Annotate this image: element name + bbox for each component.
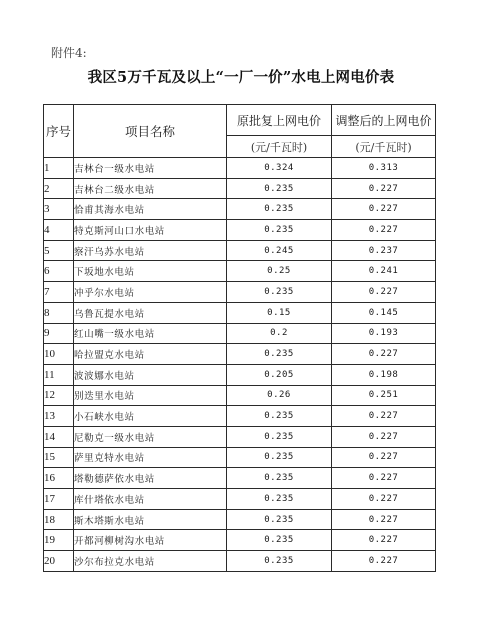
row-serial-number: 12: [44, 385, 74, 406]
row-serial-number: 18: [44, 509, 74, 530]
row-serial-number: 2: [44, 178, 74, 199]
table-row: [44, 385, 436, 406]
table-row: [44, 220, 436, 241]
row-original-price: 0.235: [227, 489, 332, 510]
row-adjusted-price: 0.193: [332, 323, 436, 344]
row-adjusted-price: 0.313: [332, 158, 436, 179]
row-project-name: 波波娜水电站: [74, 364, 227, 385]
table-body: [44, 158, 436, 572]
row-serial-number: 1: [44, 158, 74, 179]
row-project-name: 开都河柳树沟水电站: [74, 530, 227, 551]
row-adjusted-price: 0.227: [332, 199, 436, 220]
row-serial-number: 8: [44, 302, 74, 323]
table-row: [44, 509, 436, 530]
row-project-name: 哈拉盟克水电站: [74, 344, 227, 365]
row-project-name: 萨里克特水电站: [74, 447, 227, 468]
row-project-name: 沙尔布拉克水电站: [74, 551, 227, 572]
row-project-name: 冲乎尔水电站: [74, 282, 227, 303]
row-serial-number: 11: [44, 364, 74, 385]
attachment-label: 附件4:: [51, 46, 87, 60]
row-project-name: 吉林台一级水电站: [74, 158, 227, 179]
row-project-name: 别迭里水电站: [74, 385, 227, 406]
row-project-name: 库什塔依水电站: [74, 489, 227, 510]
row-serial-number: 6: [44, 261, 74, 282]
row-original-price: 0.15: [227, 302, 332, 323]
header-original-price: 原批复上网电价: [227, 105, 332, 136]
row-adjusted-price: 0.227: [332, 530, 436, 551]
header-serial-number: 序号: [44, 105, 74, 158]
header-project-name: 项目名称: [74, 105, 227, 158]
row-project-name: 小石峡水电站: [74, 406, 227, 427]
row-serial-number: 19: [44, 530, 74, 551]
table-row: [44, 199, 436, 220]
row-adjusted-price: 0.227: [332, 468, 436, 489]
table-row: [44, 302, 436, 323]
table-row: [44, 344, 436, 365]
row-original-price: 0.235: [227, 406, 332, 427]
row-original-price: 0.2: [227, 323, 332, 344]
row-original-price: 0.235: [227, 551, 332, 572]
header-original-unit: (元/千瓦时): [227, 136, 332, 158]
row-original-price: 0.235: [227, 509, 332, 530]
table-row: [44, 240, 436, 261]
row-original-price: 0.235: [227, 530, 332, 551]
row-serial-number: 9: [44, 323, 74, 344]
row-adjusted-price: 0.227: [332, 509, 436, 530]
row-adjusted-price: 0.227: [332, 551, 436, 572]
table-row: [44, 551, 436, 572]
row-original-price: 0.245: [227, 240, 332, 261]
table-row: [44, 261, 436, 282]
table-row: [44, 364, 436, 385]
row-adjusted-price: 0.237: [332, 240, 436, 261]
table-row: [44, 426, 436, 447]
row-serial-number: 3: [44, 199, 74, 220]
row-adjusted-price: 0.227: [332, 489, 436, 510]
row-project-name: 乌鲁瓦提水电站: [74, 302, 227, 323]
row-serial-number: 4: [44, 220, 74, 241]
row-serial-number: 10: [44, 344, 74, 365]
row-original-price: 0.235: [227, 426, 332, 447]
row-original-price: 0.26: [227, 385, 332, 406]
table-row: [44, 178, 436, 199]
table-row: [44, 447, 436, 468]
row-serial-number: 20: [44, 551, 74, 572]
row-original-price: 0.25: [227, 261, 332, 282]
row-project-name: 特克斯河山口水电站: [74, 220, 227, 241]
document-title: 我区5万千瓦及以上“一厂一价”水电上网电价表: [87, 69, 395, 86]
row-serial-number: 13: [44, 406, 74, 427]
row-project-name: 红山嘴一级水电站: [74, 323, 227, 344]
table-row: [44, 406, 436, 427]
row-original-price: 0.235: [227, 447, 332, 468]
row-original-price: 0.235: [227, 282, 332, 303]
row-project-name: 察汗乌苏水电站: [74, 240, 227, 261]
row-adjusted-price: 0.227: [332, 447, 436, 468]
row-original-price: 0.235: [227, 220, 332, 241]
row-adjusted-price: 0.145: [332, 302, 436, 323]
row-adjusted-price: 0.227: [332, 282, 436, 303]
row-adjusted-price: 0.227: [332, 426, 436, 447]
price-table: [43, 104, 436, 572]
row-serial-number: 5: [44, 240, 74, 261]
row-adjusted-price: 0.227: [332, 220, 436, 241]
row-serial-number: 15: [44, 447, 74, 468]
row-adjusted-price: 0.227: [332, 406, 436, 427]
row-project-name: 尼勒克一级水电站: [74, 426, 227, 447]
row-serial-number: 7: [44, 282, 74, 303]
row-adjusted-price: 0.227: [332, 178, 436, 199]
row-project-name: 塔勒德萨依水电站: [74, 468, 227, 489]
table-row: [44, 282, 436, 303]
row-project-name: 吉林台二级水电站: [74, 178, 227, 199]
header-adjusted-unit: (元/千瓦时): [332, 136, 436, 158]
row-adjusted-price: 0.251: [332, 385, 436, 406]
row-serial-number: 17: [44, 489, 74, 510]
table-row: [44, 158, 436, 179]
row-project-name: 恰甫其海水电站: [74, 199, 227, 220]
row-original-price: 0.324: [227, 158, 332, 179]
row-adjusted-price: 0.227: [332, 344, 436, 365]
table-row: [44, 323, 436, 344]
header-adjusted-price: 调整后的上网电价: [332, 105, 436, 136]
table-row: [44, 530, 436, 551]
row-project-name: 斯木塔斯水电站: [74, 509, 227, 530]
table-row: [44, 489, 436, 510]
row-original-price: 0.235: [227, 468, 332, 489]
row-serial-number: 14: [44, 426, 74, 447]
row-original-price: 0.235: [227, 344, 332, 365]
table-row: [44, 468, 436, 489]
row-adjusted-price: 0.241: [332, 261, 436, 282]
row-project-name: 下坂地水电站: [74, 261, 227, 282]
row-original-price: 0.205: [227, 364, 332, 385]
row-original-price: 0.235: [227, 199, 332, 220]
row-serial-number: 16: [44, 468, 74, 489]
row-adjusted-price: 0.198: [332, 364, 436, 385]
row-original-price: 0.235: [227, 178, 332, 199]
